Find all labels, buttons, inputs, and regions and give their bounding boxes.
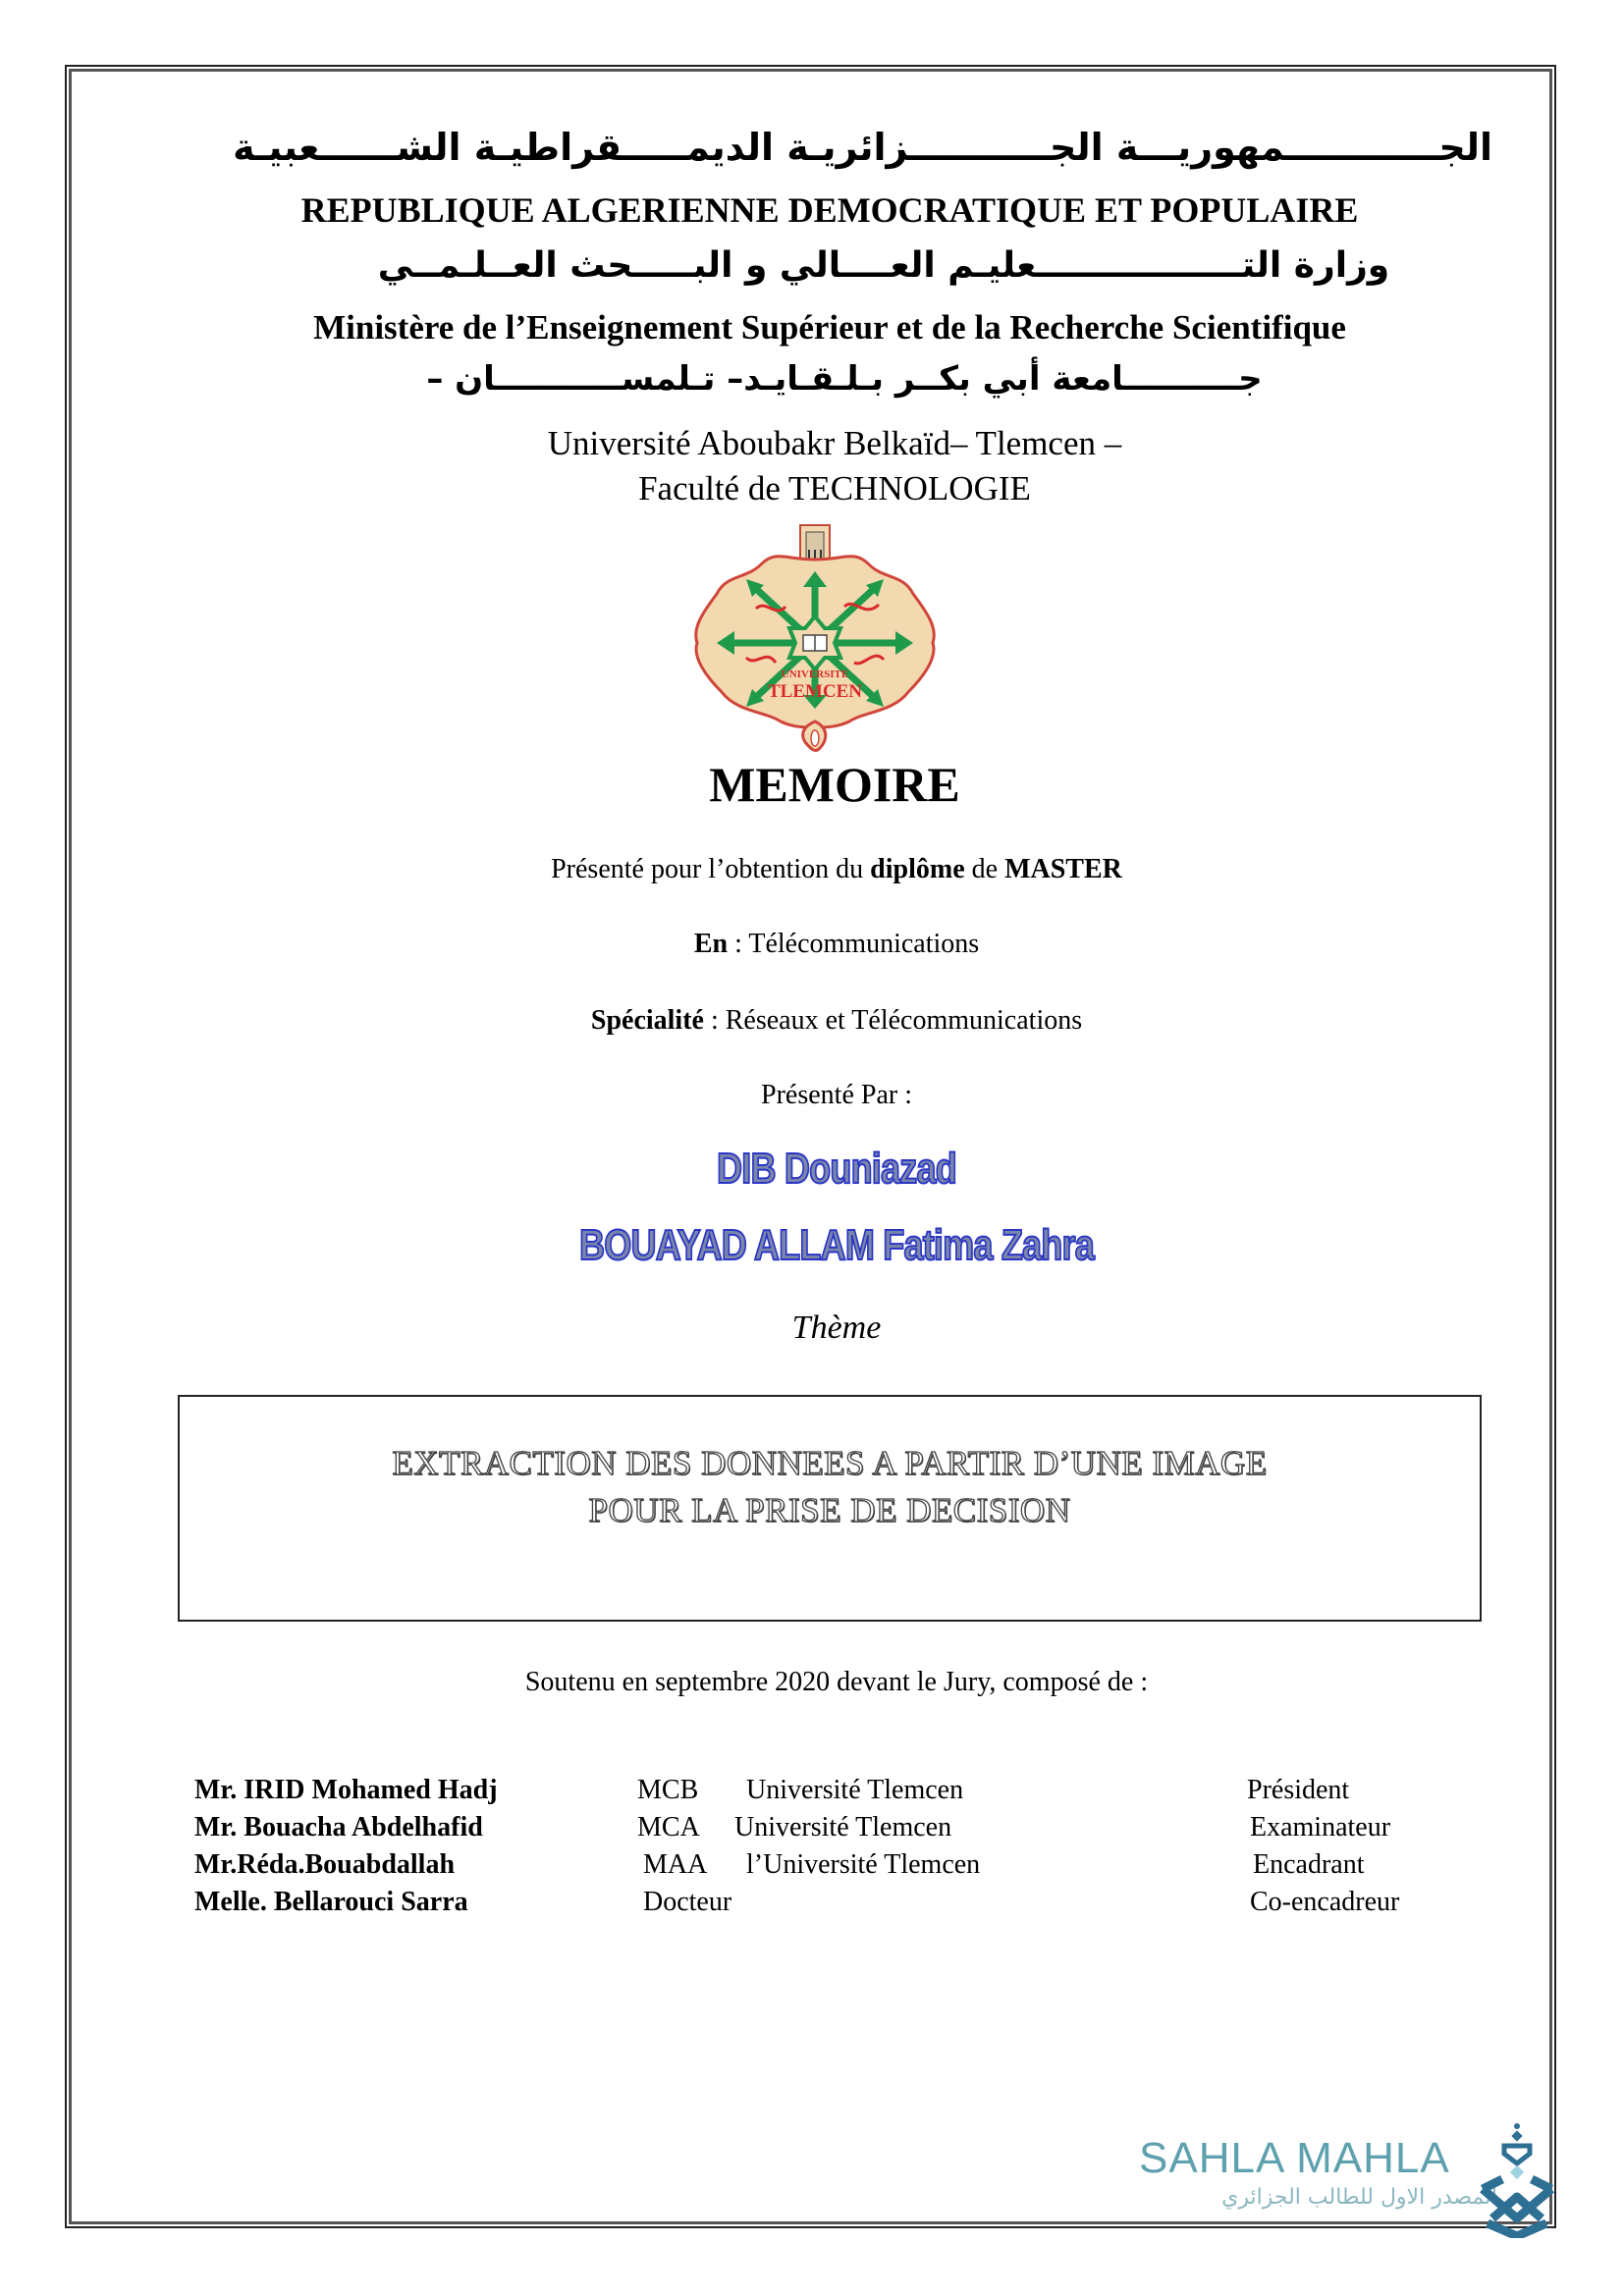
jury-row: [194, 1849, 1471, 1887]
french-university-heading: Université Aboubakr Belkaïd– Tlemcen –: [547, 424, 1122, 462]
jury-member-role: Examinateur: [1250, 1812, 1391, 1842]
field-value: : Télécommunications: [728, 929, 980, 959]
sahla-mahla-logo-icon: [1473, 2120, 1561, 2238]
jury-member-role: Encadrant: [1253, 1849, 1365, 1880]
jury-member-grade: MAA: [643, 1849, 708, 1880]
jury-row: [194, 1887, 1471, 1924]
sahla-mahla-watermark: [1124, 2120, 1556, 2238]
jury-row: [194, 1775, 1471, 1812]
arabic-ministry-heading: وزارة التـــــــــــــــــعليـم العــــالي و البـــــحث العــلـمــي: [377, 245, 1390, 286]
author-name: DIB Douniazad: [717, 1145, 956, 1193]
watermark-tagline: المصدر الاول للطالب الجزائري: [1221, 2185, 1497, 2210]
jury-member-role: Président: [1247, 1775, 1350, 1805]
author-name: BOUAYAD ALLAM Fatima Zahra: [578, 1221, 1094, 1269]
thesis-title-line-2: POUR LA PRISE DE DECISION: [588, 1491, 1071, 1529]
jury-member-institution: Université Tlemcen: [746, 1775, 964, 1805]
watermark-brand: SAHLA MAHLA: [1139, 2134, 1450, 2182]
jury-member-grade: MCA: [637, 1812, 700, 1842]
jury-row: [194, 1812, 1471, 1849]
university-emblem-icon: [687, 520, 943, 756]
field-label: En: [693, 929, 729, 959]
degree-word: diplôme: [870, 854, 965, 884]
jury-member-grade: Docteur: [643, 1887, 732, 1917]
arabic-republic-heading: الجــــــــــــمهوريـــة الجـــــــــــزائريـة الديمـــــقراطيـة الشــــــعبيـة: [233, 126, 1492, 169]
faculty-heading: Faculté de TECHNOLOGIE: [638, 469, 1031, 507]
arabic-university-heading: جــــــــــامعة أبي بكــر بـلـقـايـد– تـلمســـــــــــان –: [426, 359, 1263, 399]
specialty-label: Spécialité: [590, 1005, 704, 1036]
jury-member-role: Co-encadreur: [1250, 1887, 1400, 1917]
jury-member-institution: l’Université Tlemcen: [746, 1849, 981, 1880]
svg-text:UNIVERSITE: UNIVERSITE: [781, 668, 849, 680]
specialty-line: [0, 1005, 1624, 1037]
presented-by-label: Présenté Par :: [761, 1080, 912, 1110]
jury-member-name: Melle. Bellarouci Sarra: [194, 1887, 468, 1917]
thesis-title-line-1: EXTRACTION DES DONNEES A PARTIR D’UNE IMAGE: [392, 1444, 1268, 1482]
thesis-title-box: [178, 1395, 1482, 1622]
svg-text:TLEMCEN: TLEMCEN: [767, 681, 863, 702]
degree-name: MASTER: [1004, 854, 1122, 884]
degree-statement-prefix: Présenté pour l’obtention du: [551, 854, 871, 884]
jury-member-name: Mr. Bouacha Abdelhafid: [194, 1812, 483, 1842]
theme-label: Thème: [791, 1309, 882, 1346]
specialty-value: : Réseaux et Télécommunications: [703, 1005, 1083, 1036]
jury-member-name: Mr.Réda.Bouabdallah: [194, 1849, 456, 1880]
jury-member-grade: MCB: [637, 1775, 699, 1805]
jury-member-name: Mr. IRID Mohamed Hadj: [194, 1775, 498, 1805]
document-type-heading: MEMOIRE: [709, 757, 960, 812]
defense-statement: Soutenu en septembre 2020 devant le Jury, composé de :: [524, 1667, 1149, 1697]
degree-statement: [0, 854, 1624, 885]
jury-list: [194, 1775, 1471, 1924]
degree-statement-mid: de: [964, 854, 1005, 884]
field-line: [0, 929, 1624, 960]
french-ministry-heading: Ministère de l’Enseignement Supérieur et de la Recherche Scientifique: [313, 308, 1346, 347]
french-republic-heading: REPUBLIQUE ALGERIENNE DEMOCRATIQUE ET POPULAIRE: [300, 190, 1359, 230]
jury-member-institution: Université Tlemcen: [734, 1812, 952, 1842]
